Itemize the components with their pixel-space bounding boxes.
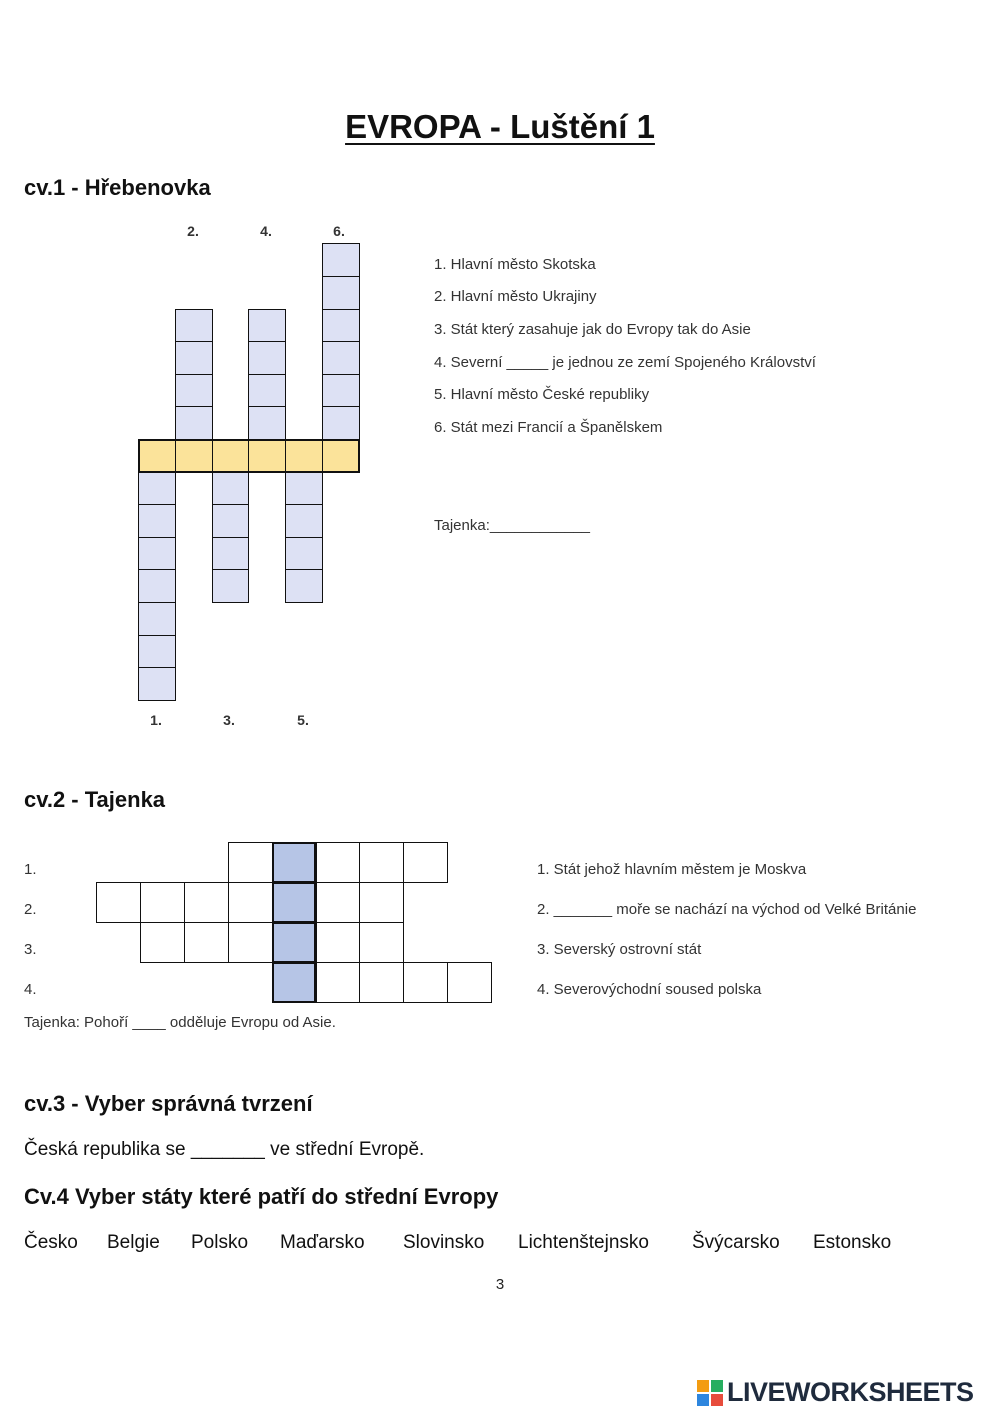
crossword-cell[interactable] — [138, 504, 176, 538]
ex4-heading: Cv.4 Vyber státy které patří do střední Evropy — [24, 1184, 499, 1209]
logo-text: LIVEWORKSHEETS — [727, 1377, 974, 1407]
crossword-cell[interactable] — [140, 922, 185, 963]
ex1-clue: 1. Hlavní město Skotska — [434, 256, 596, 273]
crossword-cell[interactable] — [322, 276, 360, 310]
ex2-heading: cv.2 - Tajenka — [24, 787, 166, 812]
crossword-cell[interactable] — [138, 472, 176, 506]
crossword-cell[interactable] — [359, 842, 404, 883]
ex2-clue: 4. Severovýchodní soused polska — [537, 981, 762, 998]
tajenka-cell[interactable] — [272, 882, 317, 923]
crossword-cell[interactable] — [175, 406, 213, 440]
ex1-bottom-label: 3. — [223, 712, 235, 728]
crossword-cell[interactable] — [316, 922, 361, 963]
crossword-cell[interactable] — [285, 472, 323, 506]
crossword-cell[interactable] — [248, 374, 286, 408]
liveworksheets-logo — [697, 1377, 997, 1409]
ex1-clue: 2. Hlavní město Ukrajiny — [434, 288, 597, 305]
ex2-tajenka: Tajenka: Pohoří ____ odděluje Evropu od Asie. — [24, 1014, 336, 1031]
crossword-cell[interactable] — [285, 504, 323, 538]
ex3-heading: cv.3 - Vyber správná tvrzení — [24, 1091, 313, 1116]
ex4-option-slovinsko[interactable]: Slovinsko — [403, 1232, 485, 1253]
ex1-clue: 5. Hlavní město České republiky — [434, 386, 650, 403]
crossword-cell[interactable] — [447, 962, 492, 1003]
ex4-option-svycarsko[interactable]: Švýcarsko — [692, 1232, 780, 1253]
crossword-cell[interactable] — [359, 962, 404, 1003]
page-title: EVROPA - Luštění 1 — [345, 108, 655, 145]
ex4-option-polsko[interactable]: Polsko — [191, 1232, 249, 1253]
tajenka-cell[interactable] — [272, 842, 317, 883]
ex2-clue: 1. Stát jehož hlavním městem je Moskva — [537, 861, 807, 878]
ex4-option-cesko[interactable]: Česko — [24, 1232, 78, 1253]
tajenka-cell[interactable] — [272, 962, 317, 1003]
logo-icon — [697, 1380, 725, 1408]
ex2-row-label: 3. — [24, 941, 37, 958]
crossword-cell[interactable] — [228, 842, 273, 883]
ex4-option-belgie[interactable]: Belgie — [107, 1232, 160, 1253]
crossword-cell[interactable] — [138, 667, 176, 701]
ex2-row-label: 4. — [24, 981, 37, 998]
crossword-cell[interactable] — [212, 569, 250, 603]
crossword-cell[interactable] — [359, 882, 404, 923]
crossword-cell[interactable] — [212, 504, 250, 538]
crossword-cell[interactable] — [175, 341, 213, 375]
crossword-cell[interactable] — [316, 962, 361, 1003]
ex4-option-estonsko[interactable]: Estonsko — [813, 1232, 892, 1253]
ex3-sentence[interactable]: Česká republika se _______ ve střední Evropě. — [24, 1139, 425, 1160]
crossword-cell[interactable] — [138, 635, 176, 669]
crossword-cell[interactable] — [212, 537, 250, 571]
crossword-cell[interactable] — [322, 406, 360, 440]
crossword-cell[interactable] — [285, 569, 323, 603]
ex1-clue: 6. Stát mezi Francií a Španělskem — [434, 419, 663, 436]
ex1-top-label: 6. — [333, 223, 345, 239]
ex2-clue: 2. _______ moře se nachází na východ od Velké Británie — [537, 901, 917, 918]
crossword-cell[interactable] — [403, 842, 448, 883]
crossword-cell[interactable] — [316, 842, 361, 883]
crossword-cell[interactable] — [138, 569, 176, 603]
crossword-cell[interactable] — [228, 882, 273, 923]
ex2-row-label: 2. — [24, 901, 37, 918]
crossword-cell[interactable] — [138, 537, 176, 571]
ex1-top-label: 4. — [260, 223, 272, 239]
crossword-cell[interactable] — [175, 309, 213, 343]
crossword-cell[interactable] — [322, 243, 360, 277]
crossword-cell[interactable] — [248, 309, 286, 343]
page-number: 3 — [495, 1276, 505, 1293]
ex2-clue: 3. Severský ostrovní stát — [537, 941, 702, 958]
crossword-cell[interactable] — [138, 602, 176, 636]
crossword-cell[interactable] — [96, 882, 141, 923]
crossword-cell[interactable] — [248, 406, 286, 440]
crossword-cell[interactable] — [175, 374, 213, 408]
tajenka-cell[interactable] — [272, 922, 317, 963]
crossword-cell[interactable] — [285, 537, 323, 571]
tajenka-row-frame — [138, 439, 360, 473]
ex1-bottom-label: 1. — [150, 712, 162, 728]
crossword-cell[interactable] — [184, 922, 229, 963]
crossword-cell[interactable] — [184, 882, 229, 923]
ex1-clue: 4. Severní _____ je jednou ze zemí Spojeného Království — [434, 354, 816, 371]
crossword-cell[interactable] — [322, 374, 360, 408]
crossword-cell[interactable] — [316, 882, 361, 923]
crossword-cell[interactable] — [322, 309, 360, 343]
ex1-top-label: 2. — [187, 223, 199, 239]
crossword-cell[interactable] — [322, 341, 360, 375]
ex1-heading: cv.1 - Hřebenovka — [24, 175, 211, 200]
ex4-option-madarsko[interactable]: Maďarsko — [280, 1232, 365, 1253]
ex1-tajenka: Tajenka:____________ — [434, 517, 590, 534]
crossword-cell[interactable] — [140, 882, 185, 923]
ex1-clue: 3. Stát který zasahuje jak do Evropy tak do Asie — [434, 321, 751, 338]
ex2-row-label: 1. — [24, 861, 37, 878]
crossword-cell[interactable] — [212, 472, 250, 506]
crossword-cell[interactable] — [228, 922, 273, 963]
crossword-cell[interactable] — [248, 341, 286, 375]
ex1-bottom-label: 5. — [297, 712, 309, 728]
crossword-cell[interactable] — [403, 962, 448, 1003]
ex4-option-lichtenstejnsko[interactable]: Lichtenštejnsko — [518, 1232, 649, 1253]
crossword-cell[interactable] — [359, 922, 404, 963]
